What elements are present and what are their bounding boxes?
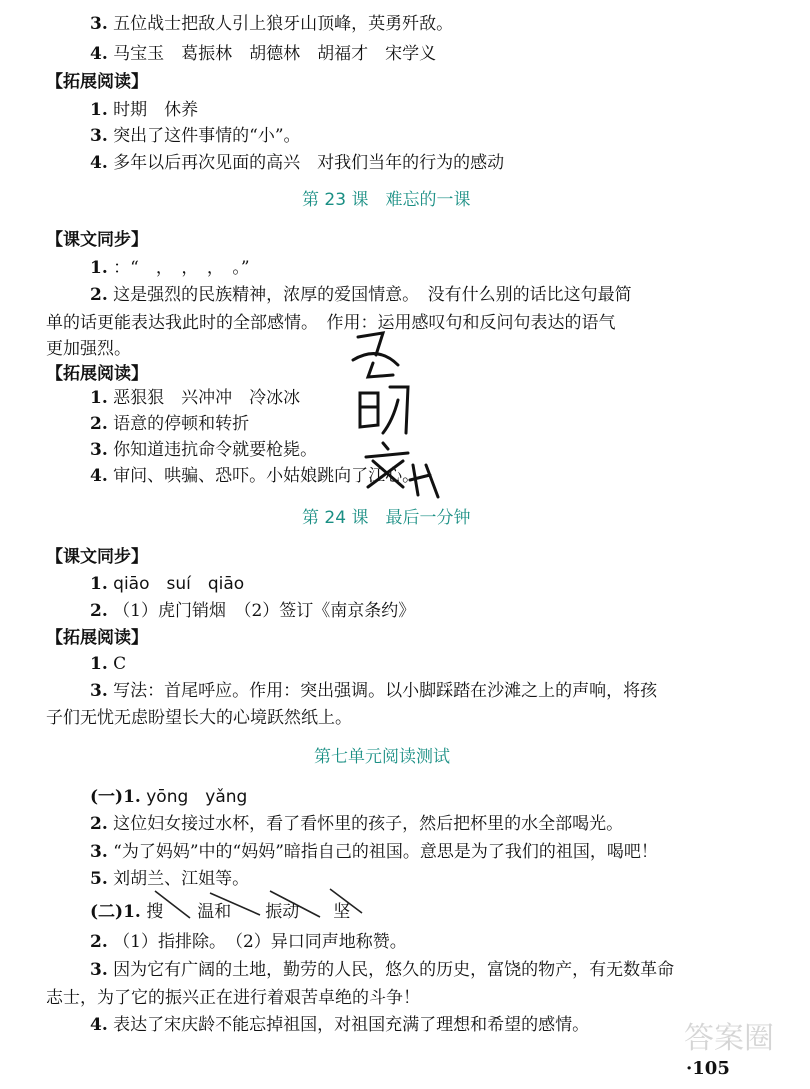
unit-test-title: 第七单元阅读测试 — [314, 747, 450, 767]
answer-line: (一)1. yōng yǎng — [90, 787, 248, 807]
answer-line: 4. 表达了宋庆龄不能忘掉祖国，对祖国充满了理想和希望的感情。 — [90, 1015, 590, 1035]
answer-line: 1. 恶狠狠 兴冲冲 冷冰冰 — [90, 388, 301, 408]
handwriting-strike — [150, 883, 365, 923]
answer-line: (二)1. 搜 温和 振动 坚 — [90, 902, 351, 922]
answer-line: 3. 写法：首尾呼应。作用：突出强调。以小脚踩踏在沙滩之上的声响，将孩 — [90, 681, 658, 701]
answer-line: 2. （1）指排除。 （2）异口同声地称赞。 — [90, 932, 407, 952]
answer-line: 4. 马宝玉 葛振林 胡德林 胡福才 宋学义 — [90, 44, 437, 64]
answer-line: 2. 语意的停顿和转折 — [90, 414, 250, 434]
answer-line: 更加强烈。 — [46, 339, 131, 359]
answer-line: 2. 这是强烈的民族精神，浓厚的爱国情意。 没有什么别的话比这句最简 — [90, 285, 632, 305]
answer-line: 2. 这位妇女接过水杯，看了看怀里的孩子，然后把杯里的水全部喝光。 — [90, 814, 624, 834]
lesson-title: 第 24 课 最后一分钟 — [302, 508, 471, 528]
answer-line: 5. 刘胡兰、江姐等。 — [90, 869, 250, 889]
answer-line: 1. qiāo suí qiāo — [90, 574, 245, 594]
section-header: 【课文同步】 — [46, 230, 148, 250]
handwriting-mark — [338, 315, 448, 500]
answer-line: 3. 五位战士把敌人引上狼牙山顶峰，英勇歼敌。 — [90, 14, 454, 34]
answer-line: 4. 审问、哄骗、恐吓。小姑娘跳向了江心。 — [90, 466, 420, 486]
answer-line: 3. 突出了这件事情的“小”。 — [90, 126, 301, 146]
section-header: 【拓展阅读】 — [46, 628, 148, 648]
answer-line: 子们无忧无虑盼望长大的心境跃然纸上。 — [46, 708, 352, 728]
svg-text:答案圈: 答案圈 — [684, 1021, 774, 1056]
section-header: 【课文同步】 — [46, 547, 148, 567]
section-header: 【拓展阅读】 — [46, 364, 148, 384]
answer-line: 3. 你知道违抗命令就要枪毙。 — [90, 440, 318, 460]
answer-line: 1. 时期 休养 — [90, 100, 199, 120]
section-header: 【拓展阅读】 — [46, 72, 148, 92]
answer-line: 1. ：“ ， ， ， 。” — [90, 258, 250, 278]
answer-line: 4. 多年以后再次见面的高兴 对我们当年的行为的感动 — [90, 153, 505, 173]
page-number: ·105 — [686, 1058, 730, 1079]
lesson-title: 第 23 课 难忘的一课 — [302, 190, 471, 210]
answer-line: 1. C — [90, 654, 127, 674]
answer-line: 志士，为了它的振兴正在进行着艰苦卓绝的斗争！ — [46, 988, 420, 1008]
answer-line: 3. 因为它有广阔的土地，勤劳的人民，悠久的历史，富饶的物产，有无数革命 — [90, 960, 675, 980]
answer-line: 单的话更能表达我此时的全部感情。 作用：运用感叹句和反问句表达的语气 — [46, 313, 616, 333]
answer-line: 2. （1）虎门销烟 （2）签订《南京条约》 — [90, 601, 416, 621]
answer-line: 3. “为了妈妈”中的“妈妈”暗指自己的祖国。意思是为了我们的祖国，喝吧！ — [90, 842, 658, 862]
